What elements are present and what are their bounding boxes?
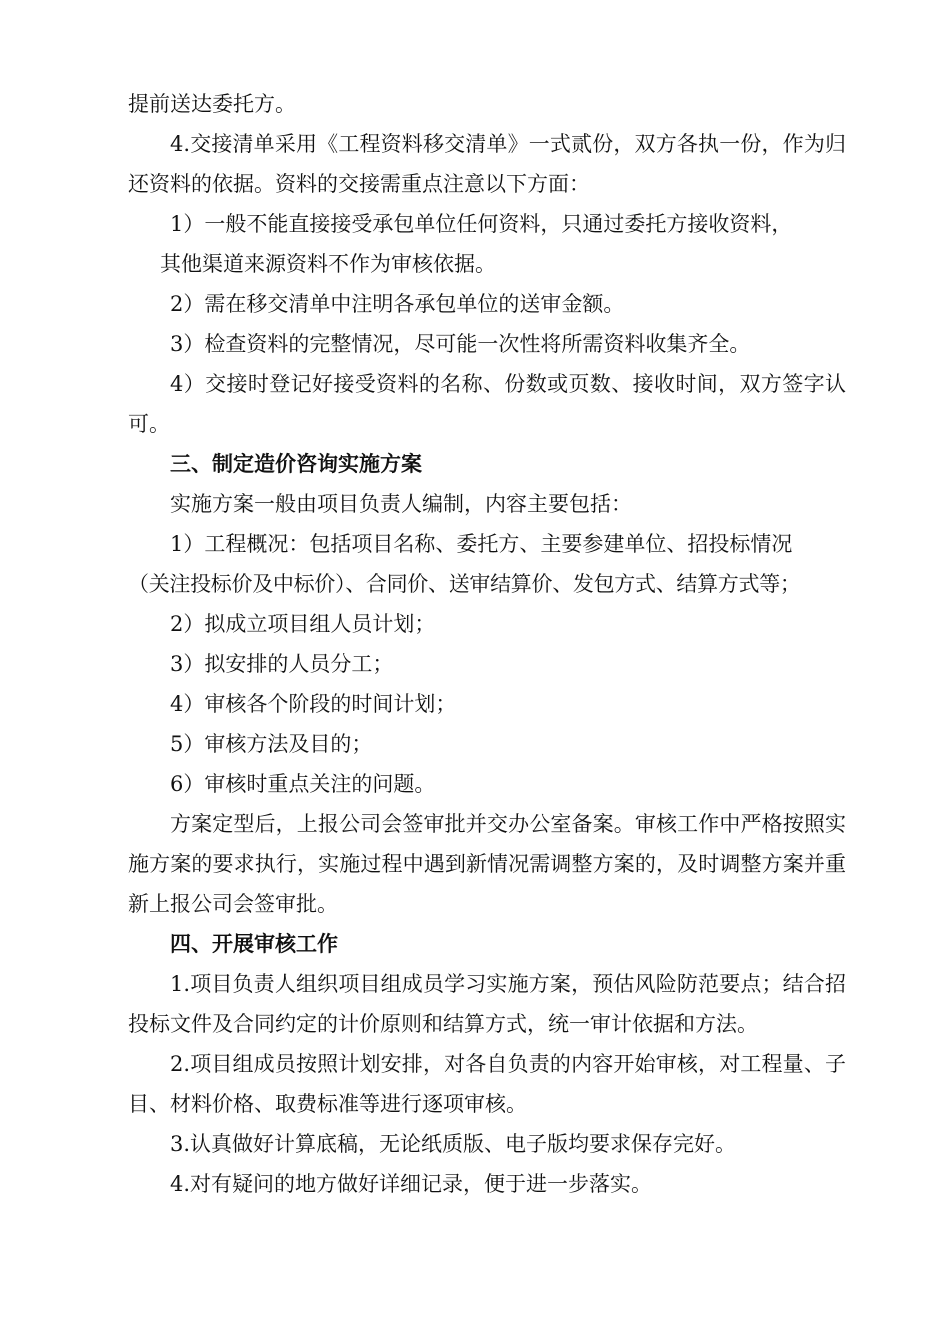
paragraph-continuation: 提前送达委托方。 — [128, 92, 296, 116]
review-step-3: 3.认真做好计算底稿，无论纸质版、电子版均要求保存完好。 — [170, 1132, 737, 1156]
list-item-3: 3）检查资料的完整情况，尽可能一次性将所需资料收集齐全。 — [170, 332, 751, 356]
plan-item-4: 4）审核各个阶段的时间计划； — [170, 692, 457, 716]
list-item-1-line-2: 其他渠道来源资料不作为审核依据。 — [160, 252, 496, 276]
review-step-4: 4.对有疑问的地方做好详细记录，便于进一步落实。 — [170, 1172, 653, 1196]
list-item-4: 4）交接时登记好接受资料的名称、份数或页数、接收时间，双方签字认可。 — [128, 372, 846, 436]
section-heading-4: 四、开展审核工作 — [170, 931, 338, 956]
plan-item-6: 6）审核时重点关注的问题。 — [170, 772, 436, 796]
paragraph-plan-approval: 方案定型后，上报公司会签审批并交办公室备案。审核工作中严格按照实施方案的要求执行，实施过程中遇到新情况需调整方案的，及时调整方案并重新上报公司会签审批。 — [128, 812, 846, 916]
review-step-1: 1.项目负责人组织项目组成员学习实施方案，预估风险防范要点；结合招投标文件及合同约定的计价原则和结算方式，统一审计依据和方法。 — [128, 972, 846, 1036]
list-item-1-line-1: 1）一般不能直接接受承包单位任何资料，只通过委托方接收资料， — [170, 212, 793, 236]
plan-item-1-line-1: 1）工程概况：包括项目名称、委托方、主要参建单位、招投标情况 — [170, 532, 793, 556]
plan-item-3: 3）拟安排的人员分工； — [170, 652, 394, 676]
list-item-2: 2）需在移交清单中注明各承包单位的送审金额。 — [170, 292, 625, 316]
review-step-2: 2.项目组成员按照计划安排，对各自负责的内容开始审核，对工程量、子目、材料价格、取费标准等进行逐项审核。 — [128, 1052, 846, 1116]
plan-item-2: 2）拟成立项目组人员计划； — [170, 612, 436, 636]
plan-item-1-line-2: （关注投标价及中标价）、合同价、送审结算价、发包方式、结算方式等； — [128, 572, 801, 596]
paragraph-plan-intro: 实施方案一般由项目负责人编制，内容主要包括： — [170, 492, 632, 516]
paragraph-handover-list: 4.交接清单采用《工程资料移交清单》一式贰份，双方各执一份，作为归还资料的依据。资料的交接需重点注意以下方面： — [128, 132, 846, 196]
plan-item-5: 5）审核方法及目的； — [170, 732, 373, 756]
section-heading-3: 三、制定造价咨询实施方案 — [170, 451, 422, 476]
